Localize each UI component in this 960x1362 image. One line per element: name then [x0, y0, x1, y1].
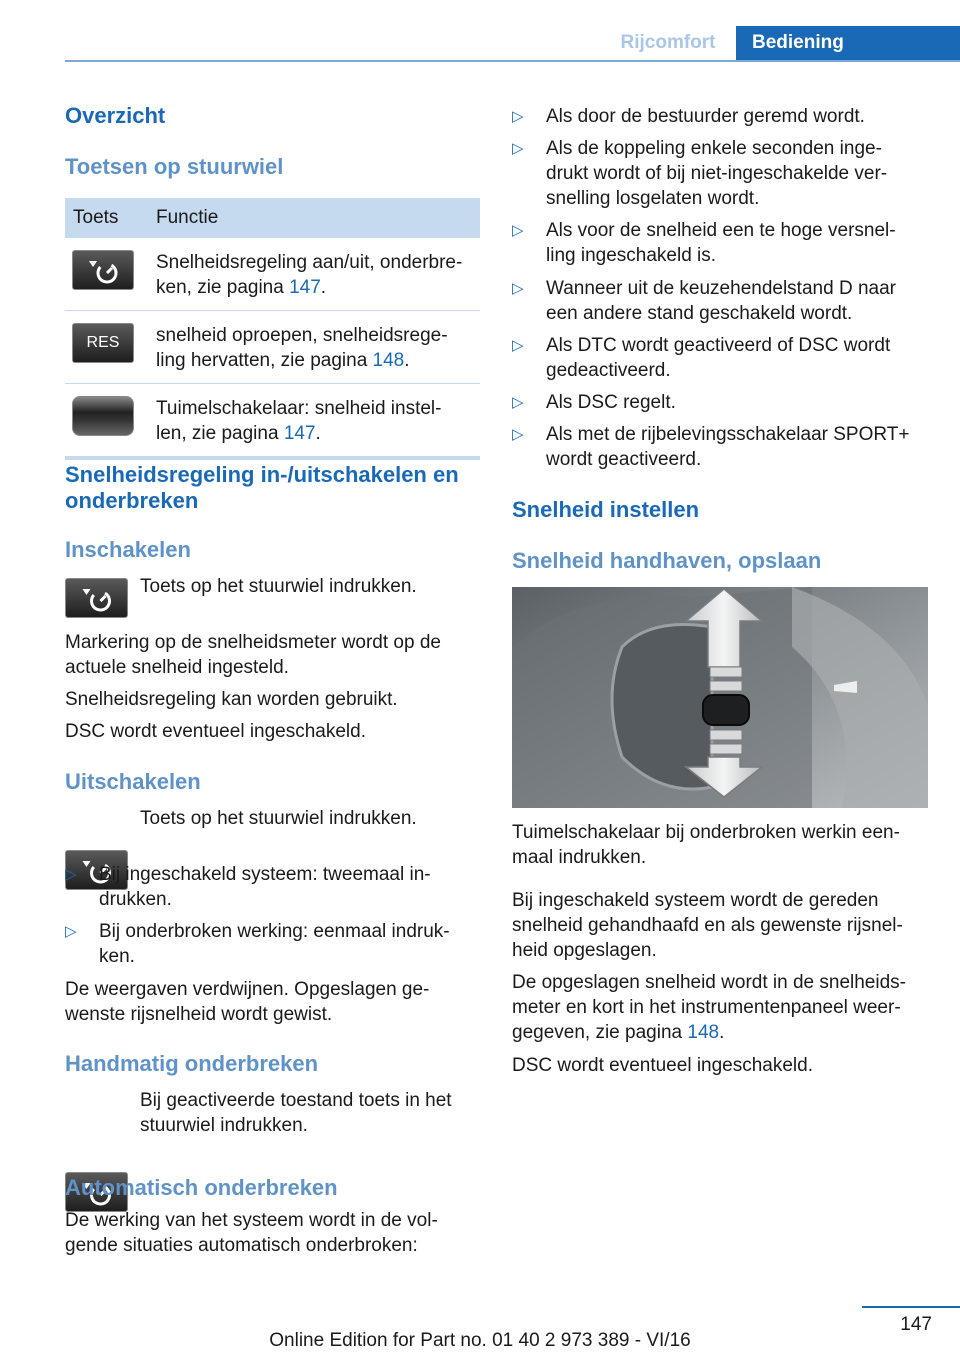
- set-title: Snelheid instellen: [512, 497, 700, 522]
- hold-paragraph: DSC wordt eventueel ingeschakeld.: [512, 1055, 814, 1076]
- page-link[interactable]: 147: [289, 277, 321, 298]
- text-line: een andere stand geschakeld wordt.: [546, 303, 853, 324]
- cruise-control-icon: [65, 578, 128, 618]
- text-line: snelheid gehandhaafd en als gewenste rijsnel-: [512, 915, 903, 936]
- punctuation: .: [719, 1022, 725, 1043]
- triangle-bullet-icon: ▷: [512, 108, 524, 125]
- list-item: [512, 104, 932, 129]
- text-line: heid opgeslagen.: [512, 940, 657, 961]
- manual-title: Handmatig onderbreken: [65, 1051, 319, 1076]
- list-item-text: [546, 422, 909, 472]
- table-header-key: Toets: [65, 198, 156, 238]
- table-cell-text: ken, zie pagina: [156, 277, 290, 298]
- text-line: De opgeslagen snelheid wordt in de snelheids-: [512, 972, 906, 993]
- page-link[interactable]: 148: [372, 350, 405, 371]
- page-link[interactable]: 148: [687, 1022, 720, 1043]
- manual-text: [140, 1088, 452, 1138]
- table-cell-text: Snelheidsregeling aan/uit, onderbre-: [156, 252, 463, 273]
- table-cell-text: len, zie pagina: [156, 423, 284, 444]
- off-paragraph: [65, 977, 429, 1027]
- text-line: Tuimelschakelaar bij onderbroken werkin een-: [512, 822, 900, 843]
- switch-section-title: [65, 462, 459, 514]
- text-line: De werking van het systeem wordt in de vol-: [65, 1210, 438, 1231]
- overview-title: Overzicht: [65, 103, 166, 128]
- list-item: [512, 333, 932, 383]
- punctuation: .: [404, 350, 410, 371]
- list-item-text: [99, 919, 450, 969]
- text-line: stuurwiel indrukken.: [140, 1115, 308, 1136]
- rocker-switch-icon: [72, 396, 134, 436]
- triangle-bullet-icon: ▷: [512, 280, 524, 297]
- auto-title: Automatisch onderbreken: [65, 1175, 338, 1200]
- off-key-text: Toets op het stuurwiel indrukken.: [140, 808, 417, 829]
- list-item: [512, 390, 932, 415]
- list-item: [512, 422, 932, 472]
- text-line: gedeactiveerd.: [546, 360, 671, 381]
- list-item-text: Als DSC regelt.: [546, 392, 676, 413]
- on-paragraph: [65, 630, 441, 680]
- text-line: Markering op de snelheidsmeter wordt op de: [65, 632, 441, 653]
- table-cell-text: Tuimelschakelaar: snelheid instel-: [156, 398, 442, 419]
- list-item: [65, 919, 480, 969]
- on-paragraph: Snelheidsregeling kan worden gebruikt.: [65, 689, 398, 710]
- page-link[interactable]: 147: [283, 423, 316, 444]
- text-line: maal indrukken.: [512, 847, 647, 868]
- text-line: meter en kort in het instrumentenpaneel weer-: [512, 997, 901, 1018]
- hold-paragraph: [512, 970, 906, 1045]
- text-line: ken.: [99, 946, 135, 967]
- on-title: Inschakelen: [65, 537, 191, 562]
- triangle-bullet-icon: ▷: [512, 426, 524, 443]
- table-cell-text: ling hervatten, zie pagina: [156, 350, 373, 371]
- image-caption: [512, 820, 900, 870]
- text-line: gende situaties automatisch onderbroken:: [65, 1235, 418, 1256]
- text-line: De weergaven verdwijnen. Opgeslagen ge-: [65, 979, 430, 1000]
- auto-text: [65, 1208, 438, 1258]
- table-row: [65, 384, 480, 459]
- triangle-bullet-icon: ▷: [65, 923, 77, 940]
- list-item-text: [546, 276, 896, 326]
- switch-title-line: onderbreken: [65, 488, 199, 513]
- triangle-bullet-icon: ▷: [512, 394, 524, 411]
- text-line: Bij ingeschakeld systeem: tweemaal in-: [99, 864, 431, 885]
- footer-rule: [862, 1306, 960, 1308]
- text-line: Wanneer uit de keuzehendelstand D naar: [546, 278, 896, 299]
- switch-title-line: Snelheidsregeling in-/uitschakelen en: [65, 462, 459, 487]
- triangle-bullet-icon: ▷: [512, 140, 524, 157]
- list-item-text: [546, 136, 887, 211]
- text-line: wenste rijsnelheid wordt gewist.: [65, 1004, 333, 1025]
- text-line: drukken.: [99, 889, 172, 910]
- header-section: Bediening: [736, 26, 960, 62]
- list-item-text: [99, 862, 431, 912]
- header-chapter: Rijcomfort: [620, 32, 716, 53]
- page-number: 147: [900, 1314, 932, 1335]
- text-line: Bij ingeschakeld systeem wordt de gereden: [512, 890, 879, 911]
- table-header-function: Functie: [156, 198, 480, 238]
- punctuation: .: [320, 277, 327, 298]
- list-item-text: [546, 333, 890, 383]
- text-line: snelling losgelaten wordt.: [546, 188, 760, 209]
- footer-edition: Online Edition for Part no. 01 40 2 973 389 - VI/16: [269, 1330, 691, 1351]
- text-line: actuele snelheid ingesteld.: [65, 657, 289, 678]
- table-cell-text: snelheid oproepen, snelheidsrege-: [156, 325, 448, 346]
- list-item-text: Als door de bestuurder geremd wordt.: [546, 106, 865, 127]
- list-item: [512, 136, 932, 211]
- text-line: Als voor de snelheid een te hoge versnel-: [546, 220, 896, 241]
- table-row: [65, 238, 480, 311]
- on-paragraph: DSC wordt eventueel ingeschakeld.: [65, 721, 367, 742]
- triangle-bullet-icon: ▷: [512, 337, 524, 354]
- text-line: Als met de rijbelevingsschakelaar SPORT+: [546, 424, 910, 445]
- keys-title: Toetsen op stuurwiel: [65, 154, 284, 179]
- hold-paragraph: [512, 888, 903, 963]
- text-line: wordt geactiveerd.: [546, 449, 702, 470]
- text-line: Bij onderbroken werking: eenmaal indruk-: [99, 921, 450, 942]
- hold-title: Snelheid handhaven, opslaan: [512, 548, 822, 573]
- text-line: gegeven, zie pagina: [512, 1022, 688, 1043]
- text-line: Als de koppeling enkele seconden inge-: [546, 138, 882, 159]
- text-line: drukt wordt of bij niet-ingeschakelde ver-: [546, 163, 888, 184]
- cruise-control-icon: [72, 250, 134, 290]
- triangle-bullet-icon: ▷: [512, 222, 524, 239]
- list-item: [65, 862, 480, 912]
- triangle-bullet-icon: ▷: [65, 866, 77, 883]
- on-key-text: Toets op het stuurwiel indrukken.: [140, 576, 417, 597]
- steering-wheel-image: [512, 587, 928, 808]
- text-line: Bij geactiveerde toestand toets in het: [140, 1090, 452, 1111]
- header-rule: [65, 60, 960, 62]
- text-line: ling ingeschakeld is.: [546, 245, 717, 266]
- list-item: [512, 276, 932, 326]
- text-line: Als DTC wordt geactiveerd of DSC wordt: [546, 335, 891, 356]
- off-title: Uitschakelen: [65, 769, 201, 794]
- res-key-icon: RES: [72, 323, 134, 363]
- punctuation: .: [315, 423, 321, 444]
- table-row: [65, 311, 480, 384]
- keys-table: [65, 198, 480, 460]
- list-item: [512, 218, 932, 268]
- list-item-text: [546, 218, 896, 268]
